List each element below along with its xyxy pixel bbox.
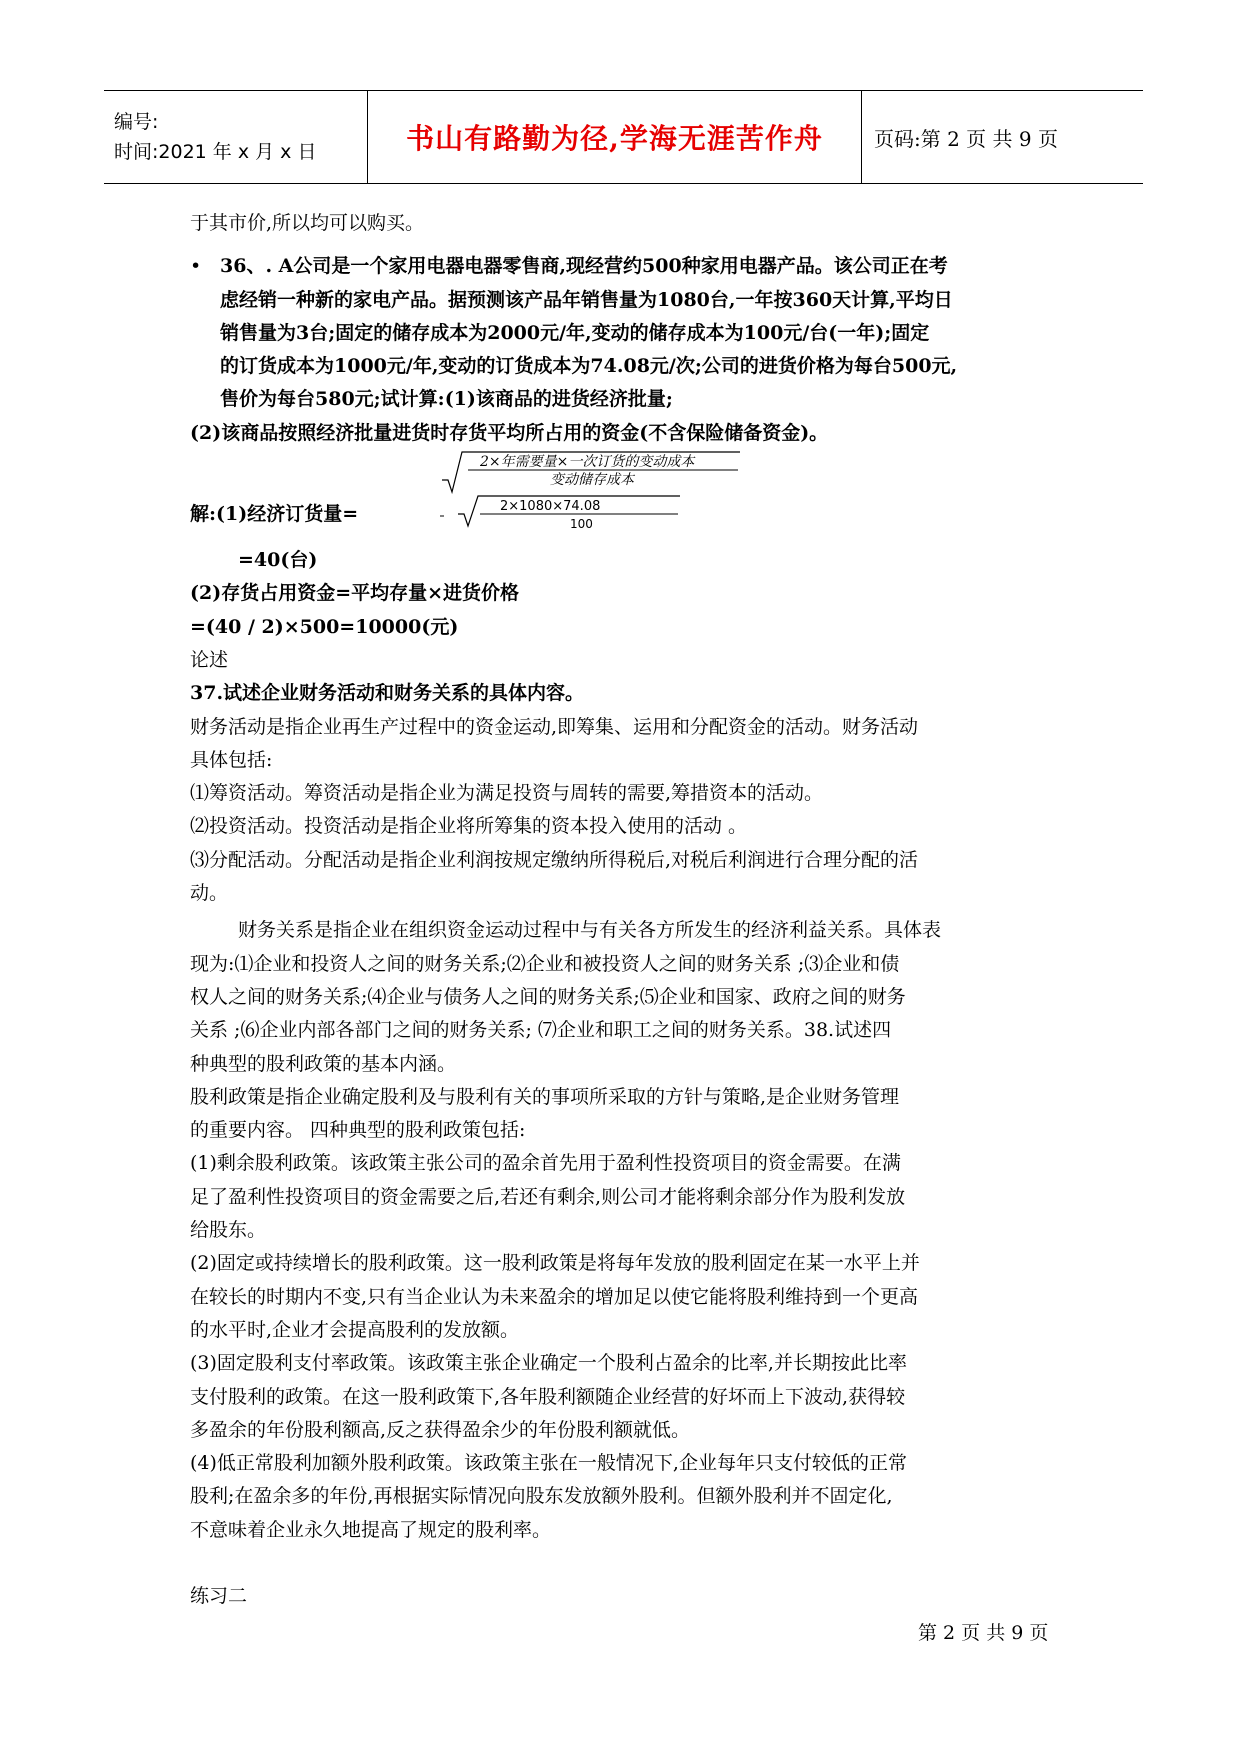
question-36-part-2: (2)该商品按照经济批量进货时存货平均所占用的资金(不含保险储备资金)。 [190, 421, 829, 444]
document-body [190, 207, 1056, 1613]
financial-relation-line: 现为:⑴企业和投资人之间的财务关系;⑵企业和被投资人之间的财务关系 ;⑶企业和债 [190, 952, 900, 975]
header-motto: 书山有路勤为径,学海无涯苦作舟 [406, 122, 823, 155]
dividend-policy-line: (3)固定股利支付率政策。该政策主张企业确定一个股利占盈余的比率,并长期按此比率 [190, 1352, 907, 1375]
document-time-label: 时间:2021 年 x 月 x 日 [114, 141, 317, 163]
dividend-policy-line: 支付股利的政策。在这一股利政策下,各年股利额随企业经营的好坏而上下波动,获得较 [190, 1385, 906, 1408]
question-36-line: 销售量为3台;固定的储存成本为2000元/年,变动的储存成本为100元/台(一年);固定 [220, 321, 930, 344]
financial-activity-line: 财务活动是指企业再生产过程中的资金运动,即筹集、运用和分配资金的活动。财务活动 [190, 715, 919, 738]
dividend-policy-line: 的重要内容。 四种典型的股利政策包括: [190, 1119, 526, 1142]
financial-activity-line: ⑶分配活动。分配活动是指企业利润按规定缴纳所得税后,对税后利润进行合理分配的活 [190, 848, 919, 871]
financial-relation-line: 关系 ;⑹企业内部各部门之间的财务关系; ⑺企业和职工之间的财务关系。38.试述四 [190, 1019, 892, 1042]
paragraph-continuation: 于其市价,所以均可以购买。 [190, 212, 425, 234]
dividend-policy-line: (1)剩余股利政策。该政策主张公司的盈余首先用于盈利性投资项目的资金需要。在满 [190, 1152, 901, 1175]
financial-activity-line: 具体包括: [190, 748, 273, 771]
solution-label: 解:(1)经济订货量= [190, 503, 359, 526]
dividend-policy-line: 股利;在盈余多的年份,再根据实际情况向股东发放额外股利。但额外股利并不固定化, [190, 1485, 893, 1508]
dividend-policy-line: 股利政策是指企业确定股利及与股利有关的事项所采取的方针与策略,是企业财务管理 [190, 1085, 900, 1108]
exercise-heading: 练习二 [190, 1584, 248, 1607]
document-number-label: 编号: [114, 111, 159, 133]
header-page-number: 页码:第 2 页 共 9 页 [874, 126, 1058, 151]
financial-relation-line: 权人之间的财务关系;⑷企业与债务人之间的财务关系;⑸企业和国家、政府之间的财务 [190, 985, 906, 1008]
question-36-line: 36、. A公司是一个家用电器电器零售商,现经营约500种家用电器产品。该公司正在考 [220, 255, 948, 278]
header-meta [104, 91, 368, 183]
question-37: 37.试述企业财务活动和财务关系的具体内容。 [190, 682, 585, 705]
financial-relation-line: 种典型的股利政策的基本内涵。 [190, 1052, 457, 1075]
dividend-policy-line: 的水平时,企业才会提高股利的发放额。 [190, 1318, 520, 1341]
header-page-cell [862, 91, 1143, 183]
dividend-policy-line: 足了盈利性投资项目的资金需要之后,若还有剩余,则公司才能将剩余部分作为股利发放 [190, 1185, 906, 1208]
formula-denominator-values: 100 [570, 517, 593, 532]
bullet-icon: • [190, 255, 202, 278]
economic-order-formula [440, 450, 740, 540]
solution-formula-row [190, 450, 1056, 540]
formula-denominator: 变动储存成本 [550, 472, 634, 489]
dividend-policy-line: 给股东。 [190, 1219, 267, 1242]
financial-relation-line: 财务关系是指企业在组织资金运动过程中与有关各方所发生的经济利益关系。具体表 [238, 919, 942, 942]
page-footer: 第 2 页 共 9 页 [918, 1622, 1049, 1644]
dividend-policy-line: 在较长的时期内不变,只有当企业认为未来盈余的增加足以使它能将股利维持到一个更高 [190, 1285, 919, 1308]
financial-activity-line: 动。 [190, 882, 229, 905]
financial-activity-line: ⑴筹资活动。筹资活动是指企业为满足投资与周转的需要,筹措资本的活动。 [190, 782, 824, 805]
page-header [104, 90, 1143, 184]
result-inventory-calc: =(40 / 2)×500=10000(元) [190, 615, 459, 638]
result-inventory-capital: (2)存货占用资金=平均存量×进货价格 [190, 582, 520, 605]
question-36-line: 虑经销一种新的家电产品。据预测该产品年销售量为1080台,一年按360天计算,平均日 [220, 288, 953, 311]
formula-numerator-values: 2×1080×74.08 [500, 499, 601, 515]
question-36-line: 的订货成本为1000元/年,变动的订货成本为74.08元/次;公司的进货价格为每台500元, [220, 355, 958, 378]
dividend-policy-line: (4)低正常股利加额外股利政策。该政策主张在一般情况下,企业每年只支付较低的正常 [190, 1452, 907, 1475]
question-36-line: 售价为每台580元;试计算:(1)该商品的进货经济批量; [220, 388, 673, 411]
formula-numerator: 2×年需要量×一次订货的变动成本 [480, 454, 695, 471]
question-36 [190, 250, 1056, 416]
result-order-quantity: =40(台) [238, 549, 318, 572]
financial-activity-line: ⑵投资活动。投资活动是指企业将所筹集的资本投入使用的活动 。 [190, 815, 748, 838]
dividend-policy-line: 多盈余的年份股利额高,反之获得盈余少的年份股利额就低。 [190, 1418, 691, 1441]
header-motto-cell [368, 91, 862, 183]
dividend-policy-line: 不意味着企业永久地提高了规定的股利率。 [190, 1518, 552, 1541]
dividend-policy-line: (2)固定或持续增长的股利政策。这一股利政策是将每年发放的股利固定在某一水平上并 [190, 1252, 920, 1275]
section-heading: 论述 [190, 648, 229, 671]
